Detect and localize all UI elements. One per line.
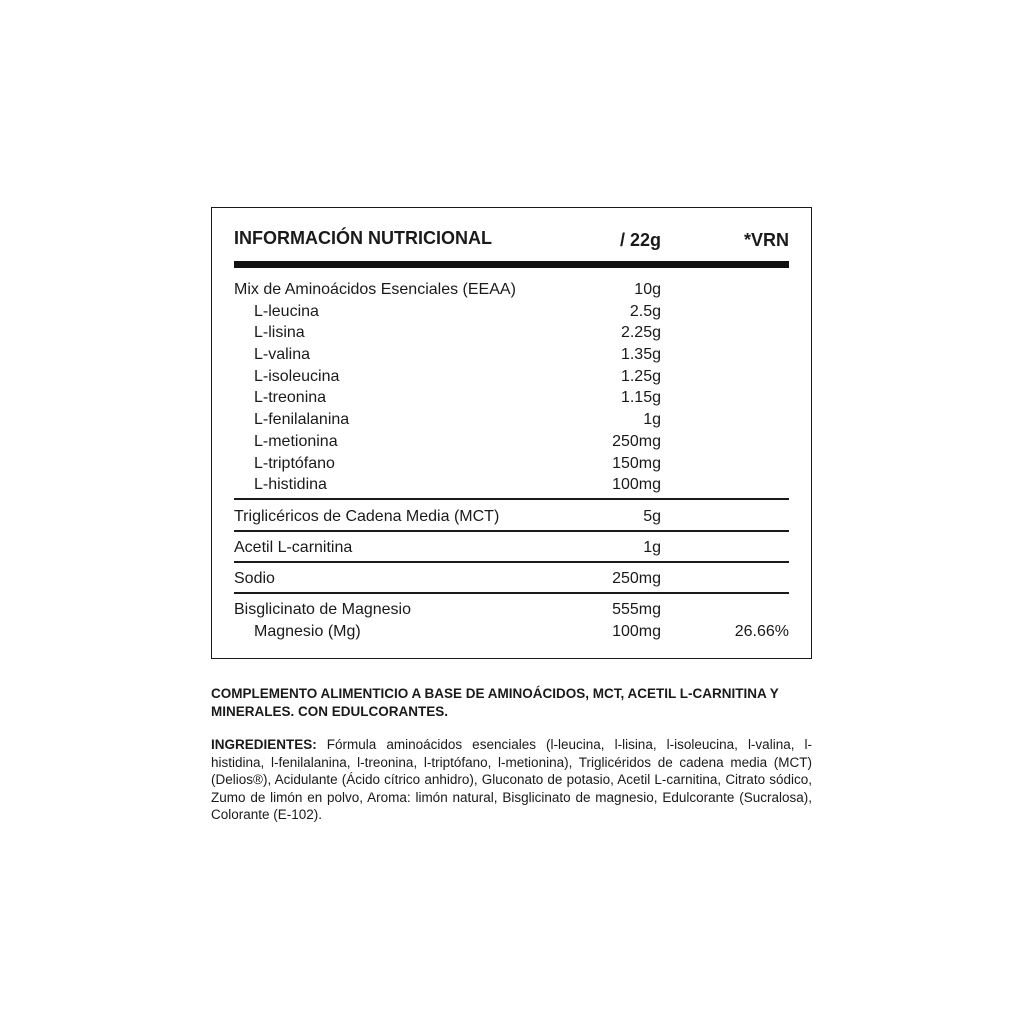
nutrient-amount: 2.25g — [620, 324, 661, 342]
nutrition-table — [211, 207, 812, 659]
nutrient-name: Triglicéricos de Cadena Media (MCT) — [234, 508, 500, 525]
nutrient-name: L-valina — [254, 346, 311, 364]
table-row — [234, 322, 789, 344]
row-divider — [234, 561, 789, 563]
table-header — [212, 228, 811, 258]
nutrient-name: L-lisina — [254, 324, 305, 342]
nutrient-amount: 1.25g — [620, 367, 661, 385]
table-row — [234, 301, 789, 323]
table-row — [234, 453, 789, 475]
nutrient-amount: 2.5g — [629, 302, 661, 320]
row-divider — [234, 592, 789, 594]
table-group-carnitine — [234, 537, 789, 559]
nutrient-name: L-histidina — [254, 476, 327, 494]
nutrient-amount: 1g — [643, 539, 661, 556]
row-divider — [234, 530, 789, 532]
nutrient-name: L-treonina — [254, 389, 327, 407]
vrn-header: *VRN — [743, 230, 789, 250]
nutrient-amount: 1.15g — [620, 389, 661, 407]
table-row — [234, 621, 789, 643]
nutrient-amount: 250mg — [612, 570, 661, 587]
table-row — [234, 366, 789, 388]
nutrient-amount: 1g — [643, 411, 661, 429]
table-row — [234, 409, 789, 431]
table-row — [234, 474, 789, 496]
nutrient-name: L-triptófano — [254, 454, 335, 472]
nutrient-amount: 100mg — [612, 476, 661, 494]
product-description: COMPLEMENTO ALIMENTICIO A BASE DE AMINOÁCIDOS, MCT, ACETIL L-CARNITINA Y MINERALES. CON EDULCORANTES. — [211, 686, 779, 719]
nutrient-amount: 250mg — [612, 432, 661, 450]
table-group-sodium — [234, 568, 789, 590]
nutrient-name: L-leucina — [254, 302, 319, 320]
table-title: INFORMACIÓN NUTRICIONAL — [234, 228, 492, 248]
nutrient-name: L-fenilalanina — [254, 411, 350, 429]
nutrient-amount: 10g — [634, 281, 661, 298]
nutrient-amount: 5g — [643, 508, 661, 525]
nutrient-amount: 100mg — [612, 622, 661, 640]
nutrient-name: Magnesio (Mg) — [254, 622, 361, 640]
table-row — [234, 431, 789, 453]
nutrient-name: L-metionina — [254, 432, 338, 450]
nutrient-name: Acetil L-carnitina — [234, 539, 353, 556]
serving-size-header: / 22g — [619, 230, 661, 250]
table-group-mct — [234, 506, 789, 528]
nutrient-amount: 150mg — [612, 454, 661, 472]
nutrient-vrn: 26.66% — [734, 622, 789, 640]
table-group-magnesium — [234, 599, 789, 642]
table-row — [234, 344, 789, 366]
nutrient-name: L-isoleucina — [254, 367, 340, 385]
nutrient-name: Mix de Aminoácidos Esenciales (EEAA) — [234, 281, 516, 298]
nutrient-amount: 555mg — [612, 601, 661, 618]
nutrient-name: Bisglicinato de Magnesio — [234, 601, 411, 618]
nutrient-amount: 1.35g — [620, 346, 661, 364]
table-row — [234, 599, 789, 621]
table-row — [234, 537, 789, 559]
row-divider — [234, 498, 789, 500]
table-row — [234, 568, 789, 590]
ingredients-paragraph — [211, 736, 812, 824]
nutrient-name: Sodio — [234, 570, 275, 587]
table-group-eeaa — [234, 279, 789, 496]
ingredients-label: INGREDIENTES: — [211, 737, 317, 752]
table-row — [234, 387, 789, 409]
table-row — [234, 279, 789, 301]
table-row — [234, 506, 789, 528]
ingredients-text: Fórmula aminoácidos esenciales (l-leucina, l-lisina, l-isoleucina, l-valina, l-histidina, l-fenilalanina, l-treonina, l-triptófano, l-metionina), Triglicéridos de cadena media (MCT) (Delios®), Acidulante (Ácido cítrico anhidro), Gluconato de potasio, Acetil L-carnitina, Citrato sódico, Zumo de limón en polvo, Aroma: limón natural, Bisglicinato de magnesio, Edulcorante (Sucralosa), Colorante (E-102). — [211, 737, 812, 823]
header-rule — [234, 261, 789, 268]
